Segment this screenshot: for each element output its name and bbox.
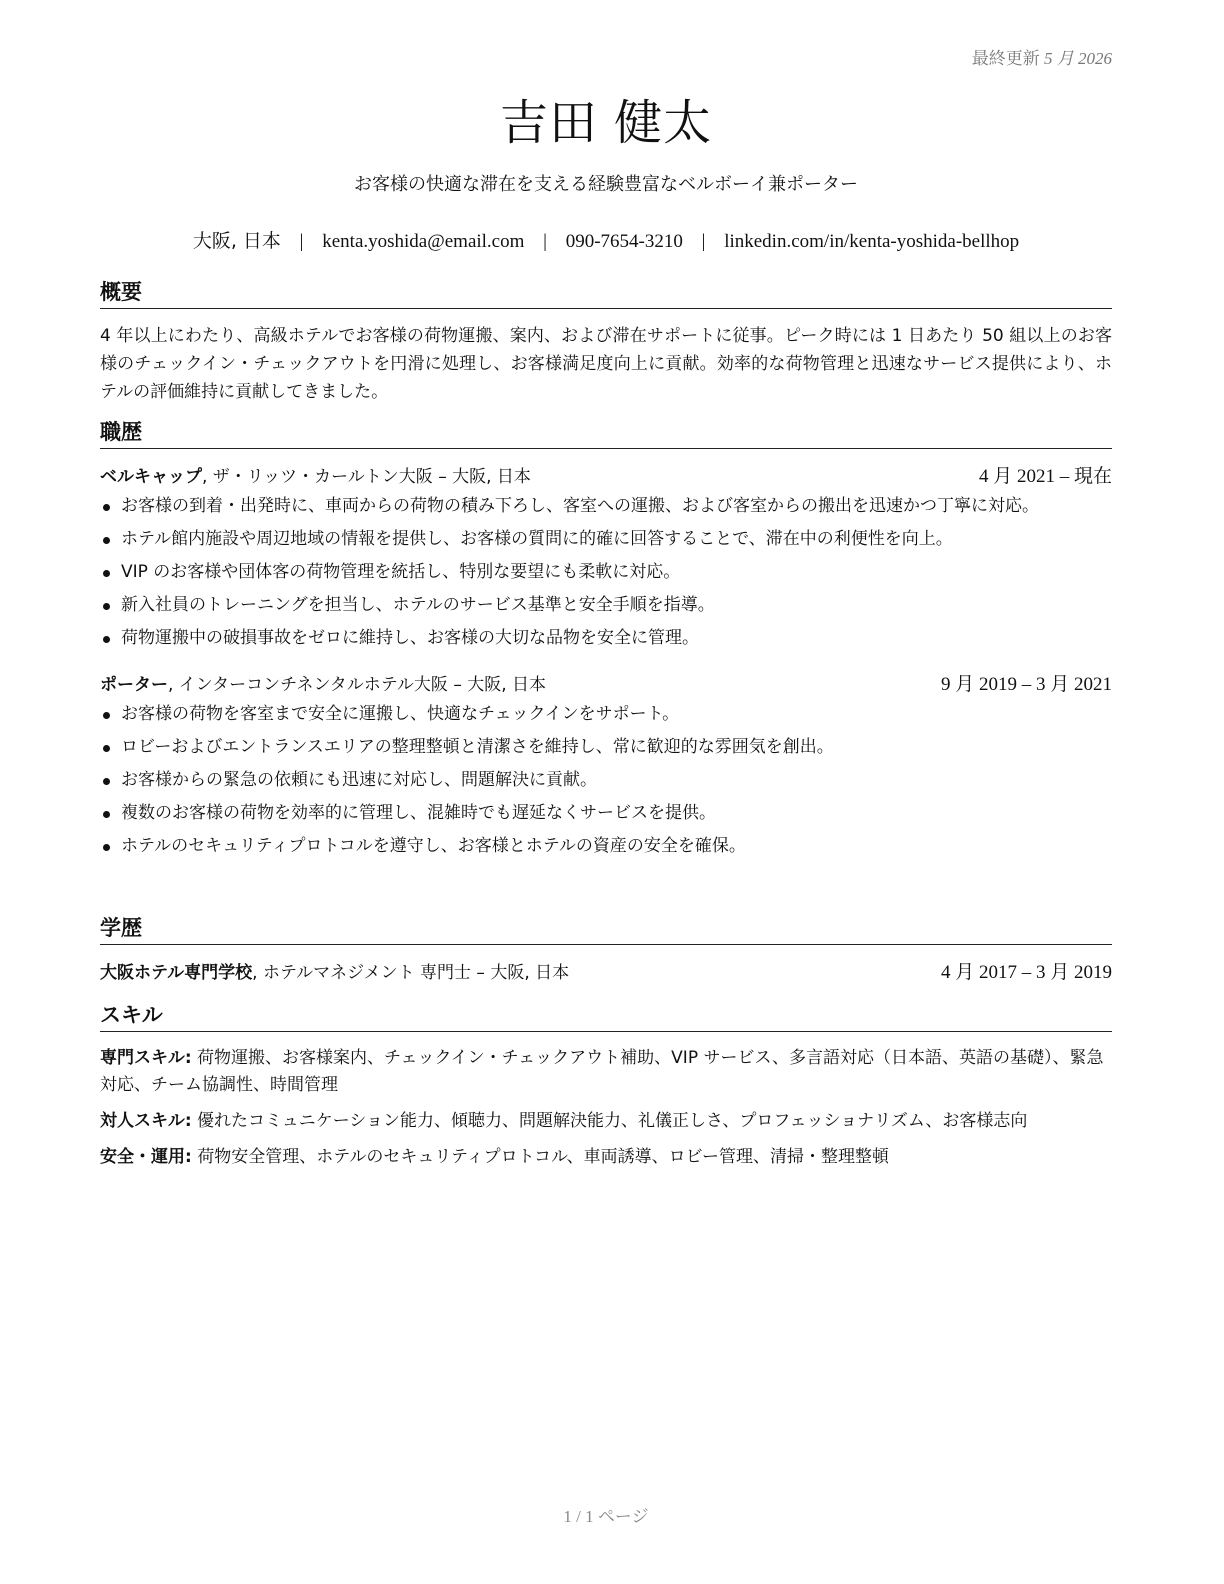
contact-location: 大阪, 日本 <box>192 230 281 252</box>
contact-linkedin[interactable]: linkedin.com/in/kenta-yoshida-bellhop <box>724 231 1020 252</box>
contact-separator: | <box>701 231 706 252</box>
last-updated-label: 最終更新 <box>971 49 1040 69</box>
job-bullets <box>100 493 1112 652</box>
skill-group <box>100 1108 1112 1135</box>
page-footer <box>100 1502 1112 1527</box>
last-updated-date: 5 月 2026 <box>1044 49 1112 68</box>
contact-separator: | <box>543 231 547 252</box>
skill-group <box>100 1045 1112 1099</box>
bullet-item: お客様からの緊急の依頼にも迅速に対応し、問題解決に貢献。 <box>100 767 1112 794</box>
bullet-item: VIP のお客様や団体客の荷物管理を統括し、特別な要望にも柔軟に対応。 <box>100 559 1112 586</box>
skill-group-label: 対人スキル: <box>100 1111 192 1131</box>
contact-email[interactable]: kenta.yoshida@email.com <box>322 231 525 252</box>
bullet-item: お客様の到着・出発時に、車両からの荷物の積み下ろし、客室への運搬、および客室からの搬出を迅速かつ丁寧に対応。 <box>100 493 1112 520</box>
job-dates: 9 月 2019 – 3 月 2021 <box>940 674 1112 695</box>
section-title-experience: 職歴 <box>100 416 1112 449</box>
summary-text: 4 年以上にわたり、高級ホテルでお客様の荷物運搬、案内、および滞在サポートに従事。ピーク時には 1 日あたり 50 組以上のお客様のチェックイン・チェックアウトを円滑に処理し、お客様満足度向上に貢献。効率的な荷物管理と迅速なサービス提供により、ホテルの評価維持に貢献してきました。 <box>100 326 1112 402</box>
page-number: 1 / 1 <box>563 1507 594 1526</box>
summary-section <box>100 276 1112 406</box>
skill-group-text: 荷物運搬、お客様案内、チェックイン・チェックアウト補助、VIP サービス、多言語対応（日本語、英語の基礎）、緊急対応、チーム協調性、時間管理 <box>100 1048 1104 1095</box>
school-name: 大阪ホテル専門学校 <box>100 963 253 983</box>
section-title-education: 学歴 <box>100 912 1112 945</box>
skill-group-label: 安全・運用: <box>100 1147 192 1167</box>
job-dates: 4 月 2021 – 現在 <box>978 466 1112 487</box>
contact-phone[interactable]: 090-7654-3210 <box>565 231 683 252</box>
job-entry <box>100 671 1112 860</box>
tagline: お客様の快適な滞在を支える経験豊富なベルボーイ兼ポーター <box>354 174 858 195</box>
skill-group-text: 荷物安全管理、ホテルのセキュリティプロトコル、車両誘導、ロビー管理、清掃・整理整頓 <box>191 1147 889 1167</box>
bullet-item: 新入社員のトレーニングを担当し、ホテルのサービス基準と安全手順を指導。 <box>100 592 1112 619</box>
education-dates: 4 月 2017 – 3 月 2019 <box>940 962 1112 983</box>
candidate-name: 吉田 健太 <box>499 95 713 151</box>
section-title-summary: 概要 <box>100 276 1112 309</box>
bullet-item: ホテル館内施設や周辺地域の情報を提供し、お客様の質問に的確に回答することで、滞在中の利便性を向上。 <box>100 526 1112 553</box>
job-org: , ザ・リッツ・カールトン大阪 – 大阪, 日本 <box>202 467 531 487</box>
job-header <box>100 671 1112 699</box>
skills-list <box>100 1045 1112 1171</box>
experience-section <box>100 416 1112 866</box>
skills-section <box>100 999 1112 1180</box>
contact-separator: | <box>299 231 304 252</box>
contact-line <box>100 226 1112 253</box>
job-role: ベルキャップ <box>100 467 202 487</box>
job-header <box>100 463 1112 491</box>
page-label: ページ <box>597 1507 649 1527</box>
job-bullets <box>100 701 1112 860</box>
skill-group <box>100 1144 1112 1171</box>
section-title-skills: スキル <box>100 999 1112 1032</box>
bullet-item: 複数のお客様の荷物を効率的に管理し、混雑時でも遅延なくサービスを提供。 <box>100 800 1112 827</box>
education-entry <box>100 959 1112 987</box>
job-org: , インターコンチネンタルホテル大阪 – 大阪, 日本 <box>168 675 547 695</box>
job-entry <box>100 463 1112 652</box>
bullet-item: 荷物運搬中の破損事故をゼロに維持し、お客様の大切な品物を安全に管理。 <box>100 625 1112 652</box>
last-updated <box>972 44 1112 69</box>
education-detail: , ホテルマネジメント 専門士 – 大阪, 日本 <box>252 963 570 983</box>
education-section <box>100 912 1112 987</box>
skill-group-text: 優れたコミュニケーション能力、傾聴力、問題解決能力、礼儀正しさ、プロフェッショナリズム、お客様志向 <box>191 1111 1028 1131</box>
resume-page <box>100 0 1112 1584</box>
bullet-item: ロビーおよびエントランスエリアの整理整頓と清潔さを維持し、常に歓迎的な雰囲気を創出。 <box>100 734 1112 761</box>
job-role: ポーター <box>100 675 168 695</box>
skill-group-label: 専門スキル: <box>100 1048 192 1068</box>
bullet-item: お客様の荷物を客室まで安全に運搬し、快適なチェックインをサポート。 <box>100 701 1112 728</box>
bullet-item: ホテルのセキュリティプロトコルを遵守し、お客様とホテルの資産の安全を確保。 <box>100 833 1112 860</box>
